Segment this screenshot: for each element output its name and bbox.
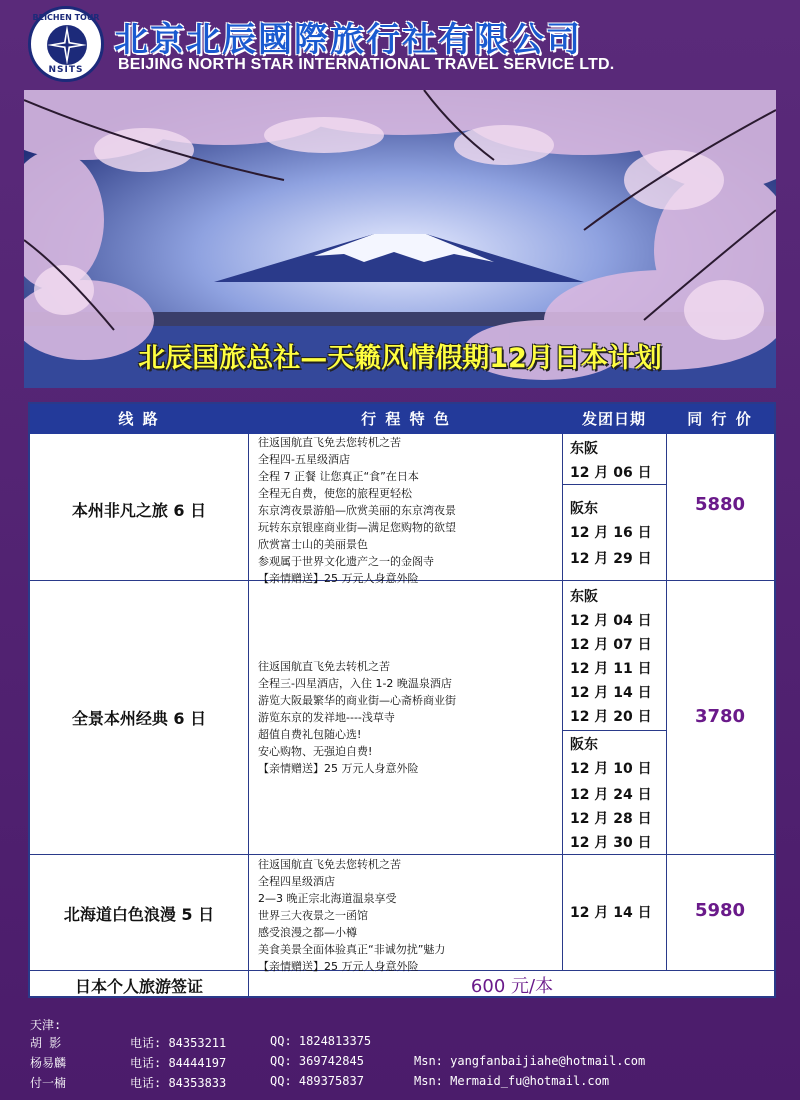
feature-item: 东京湾夜景游船—欣赏美丽的东京湾夜景 (258, 504, 456, 517)
feature-list (258, 434, 456, 587)
departure-date: 12 月 24 日 (570, 787, 652, 803)
contact-name: 胡 影 (30, 1036, 62, 1050)
departure-date: 12 月 29 日 (570, 551, 652, 567)
feature-item: 参观属于世界文化遗产之一的金阁寺 (258, 555, 434, 568)
feature-item: 欣赏富士山的美丽景色 (258, 538, 368, 551)
contact-name: 杨易麟 (30, 1056, 67, 1070)
logo-top-text: BEICHEN TOUR (32, 13, 100, 22)
feature-item: 2—3 晚正宗北海道温泉享受 (258, 892, 397, 905)
header-dates: 发团日期 (581, 410, 646, 428)
date-group-label: 东阪 (570, 589, 598, 605)
feature-item: 美食美景全面体验真正“非诚勿扰”魅力 (258, 943, 446, 956)
divider (562, 730, 666, 731)
compass-star-icon (45, 23, 89, 67)
departure-date: 12 月 14 日 (570, 905, 652, 921)
feature-item: 【亲情赠送】25 万元人身意外险 (258, 960, 419, 973)
header-price: 同 行 价 (687, 410, 753, 428)
feature-list (258, 856, 445, 975)
feature-item: 全程四星级酒店 (258, 875, 335, 888)
contact-qq: QQ: 1824813375 (270, 1034, 372, 1048)
visa-price: 600 元/本 (470, 976, 554, 997)
feature-item: 全程 7 正餐 让您真正“食”在日本 (258, 470, 419, 483)
price: 3780 (694, 706, 746, 727)
departure-date: 12 月 10 日 (570, 761, 652, 777)
divider (562, 484, 666, 485)
feature-item: 安心购物、无强迫自费! (258, 745, 373, 758)
departure-date: 12 月 06 日 (570, 465, 652, 481)
price: 5980 (694, 900, 746, 921)
departure-date: 12 月 30 日 (570, 835, 652, 851)
date-group-label: 阪东 (570, 501, 598, 517)
departure-date: 12 月 16 日 (570, 525, 652, 541)
feature-list (258, 658, 456, 777)
date-group-label: 阪东 (570, 737, 598, 753)
feature-item: 往返国航直飞免去转机之苦 (258, 660, 390, 673)
banner-title: 北辰国旅总社—天籁风情假期12月日本计划 (138, 343, 662, 374)
route-name: 本州非凡之旅 6 日 (71, 501, 207, 520)
divider (562, 434, 563, 970)
contact-city: 天津: (30, 1018, 62, 1032)
price: 5880 (694, 494, 746, 515)
feature-item: 全程四-五星级酒店 (258, 453, 350, 466)
feature-item: 【亲情赠送】25 万元人身意外险 (258, 762, 419, 775)
banner-image (24, 90, 776, 388)
visa-label: 日本个人旅游签证 (74, 977, 203, 996)
company-logo (28, 6, 104, 82)
logo-bottom-text: NSITS (48, 65, 84, 75)
table-header (30, 404, 774, 434)
departure-date: 12 月 07 日 (570, 637, 652, 653)
departure-date: 12 月 28 日 (570, 811, 652, 827)
departure-date: 12 月 14 日 (570, 685, 652, 701)
tour-table (28, 402, 776, 998)
feature-item: 感受浪漫之都—小樽 (258, 926, 357, 939)
date-group-label: 东阪 (570, 441, 598, 457)
feature-item: 往返国航直飞免去您转机之苦 (258, 858, 401, 871)
feature-item: 游览东京的发祥地----浅草寺 (258, 711, 395, 724)
feature-item: 往返国航直飞免去您转机之苦 (258, 436, 401, 449)
contact-msn: Msn: Mermaid_fu@hotmail.com (414, 1074, 610, 1088)
header-features: 行 程 特 色 (361, 410, 451, 428)
divider (30, 854, 774, 855)
departure-date: 12 月 11 日 (570, 661, 652, 677)
route-name: 北海道白色浪漫 5 日 (63, 905, 215, 924)
feature-item: 世界三大夜景之一函馆 (258, 909, 368, 922)
feature-item: 全程三-四星酒店，入住 1-2 晚温泉酒店 (258, 677, 452, 690)
departure-date: 12 月 04 日 (570, 613, 652, 629)
feature-item: 游览大阪最繁华的商业街—心斋桥商业街 (258, 694, 456, 707)
feature-item: 【亲情赠送】25 万元人身意外险 (258, 572, 419, 585)
contact-qq: QQ: 489375837 (270, 1074, 364, 1088)
contact-qq: QQ: 369742845 (270, 1054, 364, 1068)
company-name-en: BEIJING NORTH STAR INTERNATIONAL TRAVEL SERVICE LTD. (118, 56, 615, 73)
contact-phone: 电话: 84353833 (130, 1076, 227, 1090)
contact-phone: 电话: 84353211 (130, 1036, 227, 1050)
contact-msn: Msn: yangfanbaijiahe@hotmail.com (414, 1054, 646, 1068)
divider (248, 434, 249, 970)
route-name: 全景本州经典 6 日 (71, 709, 207, 728)
contact-name: 付一楠 (30, 1076, 67, 1090)
company-name-cn: 北京北辰國際旅行社有限公司 (114, 20, 582, 60)
feature-item: 玩转东京银座商业街—满足您购物的欲望 (258, 521, 456, 534)
header-route: 线 路 (118, 410, 160, 428)
feature-item: 超值自费礼包随心选! (258, 728, 362, 741)
contact-phone: 电话: 84444197 (130, 1056, 227, 1070)
divider (248, 970, 249, 998)
feature-item: 全程无自费，使您的旅程更轻松 (258, 487, 412, 500)
departure-date: 12 月 20 日 (570, 709, 652, 725)
